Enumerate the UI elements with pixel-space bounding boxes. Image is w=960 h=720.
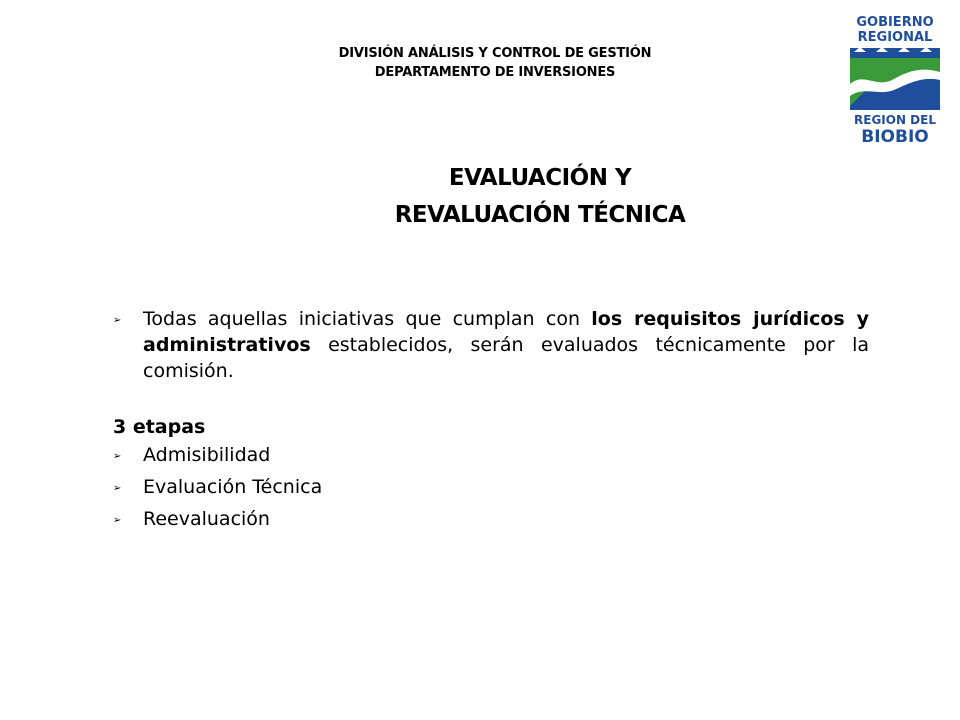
intro-text-part1: Todas aquellas iniciativas que cumplan con — [143, 308, 592, 330]
gobierno-regional-logo — [846, 14, 944, 146]
logo-text-regional: REGIONAL — [857, 30, 933, 45]
main-content — [113, 306, 869, 536]
list-item — [113, 440, 869, 472]
stage-label: Reevaluación — [143, 508, 270, 530]
title-line-1: EVALUACIÓN Y — [448, 165, 632, 191]
arrow-bullet-icon: ➢ — [113, 315, 122, 326]
stage-label: Admisibilidad — [143, 444, 271, 466]
header — [300, 44, 690, 82]
list-item — [113, 472, 869, 504]
intro-text-part2: establecidos, serán evaluados técnicamente por la comisión. — [143, 334, 869, 382]
header-department: DEPARTAMENTO DE INVERSIONES — [374, 65, 616, 80]
arrow-bullet-icon: ➢ — [113, 515, 122, 526]
arrow-bullet-icon: ➢ — [113, 451, 122, 462]
logo-text-biobio: BIOBIO — [861, 127, 929, 146]
title-line-2: REVALUACIÓN TÉCNICA — [394, 202, 686, 228]
stage-label: Evaluación Técnica — [143, 476, 323, 498]
logo-text-gobierno: GOBIERNO — [856, 15, 934, 30]
stages-title: 3 etapas — [113, 416, 206, 438]
logo-graphic — [846, 14, 944, 146]
intro-text — [143, 306, 869, 384]
header-division: DIVISIÓN ANÁLISIS Y CONTROL DE GESTIÓN — [338, 46, 652, 61]
intro-text-bold: los requisitos jurídicos y administrativos — [143, 308, 869, 356]
logo-text-region-del: REGION DEL — [854, 113, 936, 127]
intro-paragraph — [113, 306, 869, 384]
arrow-bullet-icon: ➢ — [113, 483, 122, 494]
page-title — [300, 160, 780, 234]
list-item — [113, 504, 869, 536]
